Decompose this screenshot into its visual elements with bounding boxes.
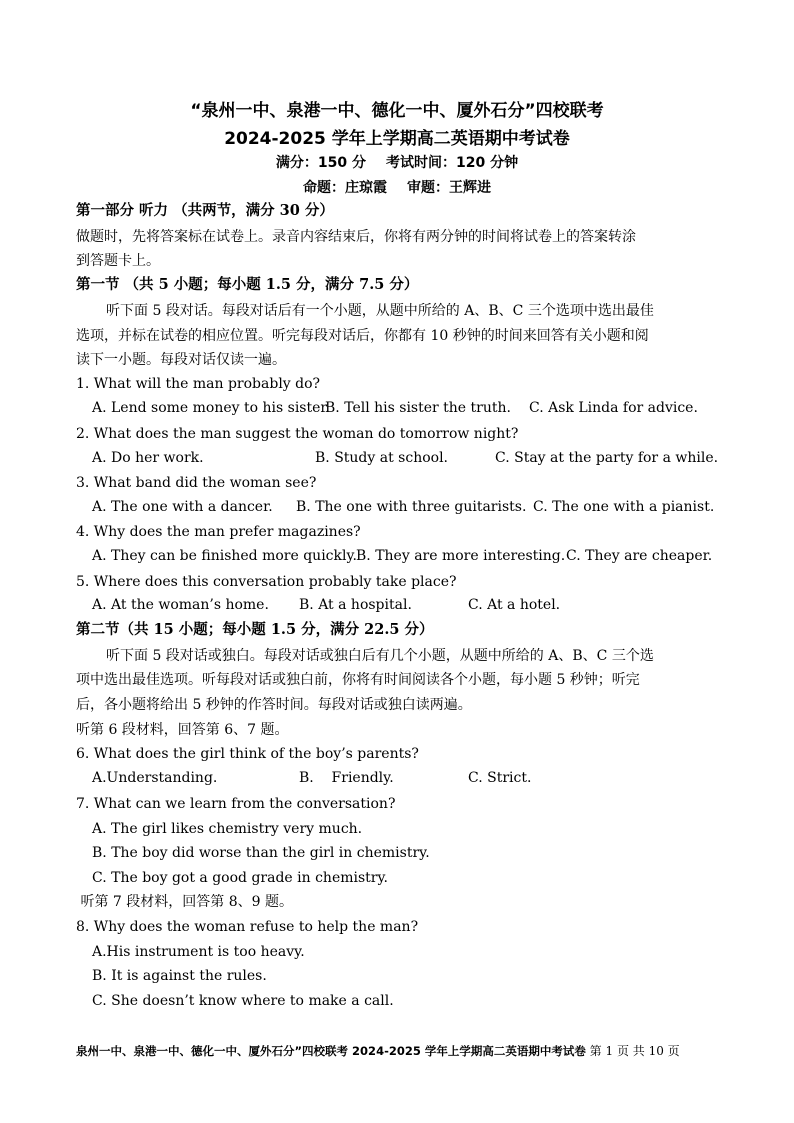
section2-instructions: 听下面 5 段对话或独白。每段对话或独白后有几个小题，从题中所给的 A、B、C 三个选 — [106, 648, 654, 664]
footer-page-number: 第 1 页 共 10 页 — [585, 1044, 680, 1058]
question-8: 8. Why does the woman refuse to help the man? — [76, 919, 419, 935]
exam-time: 考试时间：120 分钟 — [386, 155, 519, 171]
part1-intro: 做题时，先将答案标在试卷上。录音内容结束后，你将有两分钟的时间将试卷上的答案转涂 — [76, 229, 636, 245]
option-b: B. At a hospital. — [299, 597, 412, 613]
material-6-instruction: 听第 6 段材料，回答第 6、7 题。 — [76, 722, 289, 738]
section1-instructions: 选项，并标在试卷的相应位置。听完每段对话后，你都有 10 秒钟的时间来回答有关小题和阅 — [76, 328, 649, 344]
full-score: 满分：150 分 — [275, 155, 366, 171]
question-5: 5. Where does this conversation probably take place? — [76, 574, 457, 590]
option-a: A. They can be finished more quickly. — [92, 548, 357, 564]
option-c: C. They are cheaper. — [566, 548, 713, 564]
option-a: A.Understanding. — [92, 770, 218, 786]
question-3: 3. What band did the woman see? — [76, 475, 317, 491]
question-6: 6. What does the girl think of the boy’s parents? — [76, 746, 419, 762]
question-4: 4. Why does the man prefer magazines? — [76, 524, 361, 540]
option-a: A. The one with a dancer. — [92, 499, 273, 515]
part1-intro: 到答题卡上。 — [76, 253, 160, 269]
option-b: B. They are more interesting. — [356, 548, 566, 564]
option-c: C. The boy got a good grade in chemistry. — [92, 870, 388, 886]
option-c: C. At a hotel. — [468, 597, 561, 613]
question-7: 7. What can we learn from the conversation? — [76, 796, 396, 812]
option-c: C. She doesn’t know where to make a call. — [92, 993, 394, 1009]
exam-title: “泉州一中、泉港一中、德化一中、厦外石分”四校联考 — [190, 101, 604, 121]
exam-authors — [0, 177, 794, 197]
question-1: 1. What will the man probably do? — [76, 376, 321, 392]
exam-subtitle: 2024-2025 学年上学期高二英语期中考试卷 — [224, 129, 570, 149]
section2-heading: 第二节（共 15 小题；每小题 1.5 分，满分 22.5 分） — [76, 621, 434, 638]
option-b: B. Friendly. — [299, 770, 394, 786]
footer-exam-name: 泉州一中、泉港一中、德化一中、厦外石分”四校联考 2024-2025 学年上学期高二英语期中考试卷 — [76, 1044, 586, 1058]
part1-heading: 第一部分 听力 （共两节，满分 30 分） — [76, 202, 334, 219]
option-b: B. Study at school. — [315, 450, 448, 466]
exam-score-time — [0, 152, 794, 172]
option-c: C. Strict. — [468, 770, 532, 786]
option-a: A.His instrument is too heavy. — [92, 944, 305, 960]
material-7-instruction: 听第 7 段材料，回答第 8、9 题。 — [76, 894, 293, 910]
section1-instructions: 读下一小题。每段对话仅读一遍。 — [76, 352, 286, 368]
section1-heading: 第一节 （共 5 小题；每小题 1.5 分，满分 7.5 分） — [76, 276, 419, 293]
option-b: B. It is against the rules. — [92, 968, 267, 984]
question-reviewer: 审题：王辉进 — [407, 180, 491, 196]
option-a: A. The girl likes chemistry very much. — [92, 821, 363, 837]
option-a: A. Do her work. — [92, 450, 204, 466]
option-a: A. At the woman’s home. — [92, 597, 269, 613]
section1-instructions: 听下面 5 段对话。每段对话后有一个小题，从题中所给的 A、B、C 三个选项中选出最佳 — [106, 303, 654, 319]
section2-instructions: 项中选出最佳选项。听每段对话或独白前，你将有时间阅读各个小题，每小题 5 秒钟；听完 — [76, 672, 640, 688]
option-c: C. Ask Linda for advice. — [529, 400, 698, 416]
option-b: B. The boy did worse than the girl in chemistry. — [92, 845, 430, 861]
option-b: B. The one with three guitarists. — [296, 499, 527, 515]
question-2: 2. What does the man suggest the woman do tomorrow night? — [76, 426, 519, 442]
section2-instructions: 后，各小题将给出 5 秒钟的作答时间。每段对话或独白读两遍。 — [76, 697, 472, 713]
option-c: C. The one with a pianist. — [533, 499, 715, 515]
option-b: B. Tell his sister the truth. — [325, 400, 511, 416]
option-a: A. Lend some money to his sister. — [92, 400, 331, 416]
question-setter: 命题：庄琼霞 — [303, 180, 387, 196]
option-c: C. Stay at the party for a while. — [495, 450, 719, 466]
page-footer — [76, 1042, 680, 1059]
